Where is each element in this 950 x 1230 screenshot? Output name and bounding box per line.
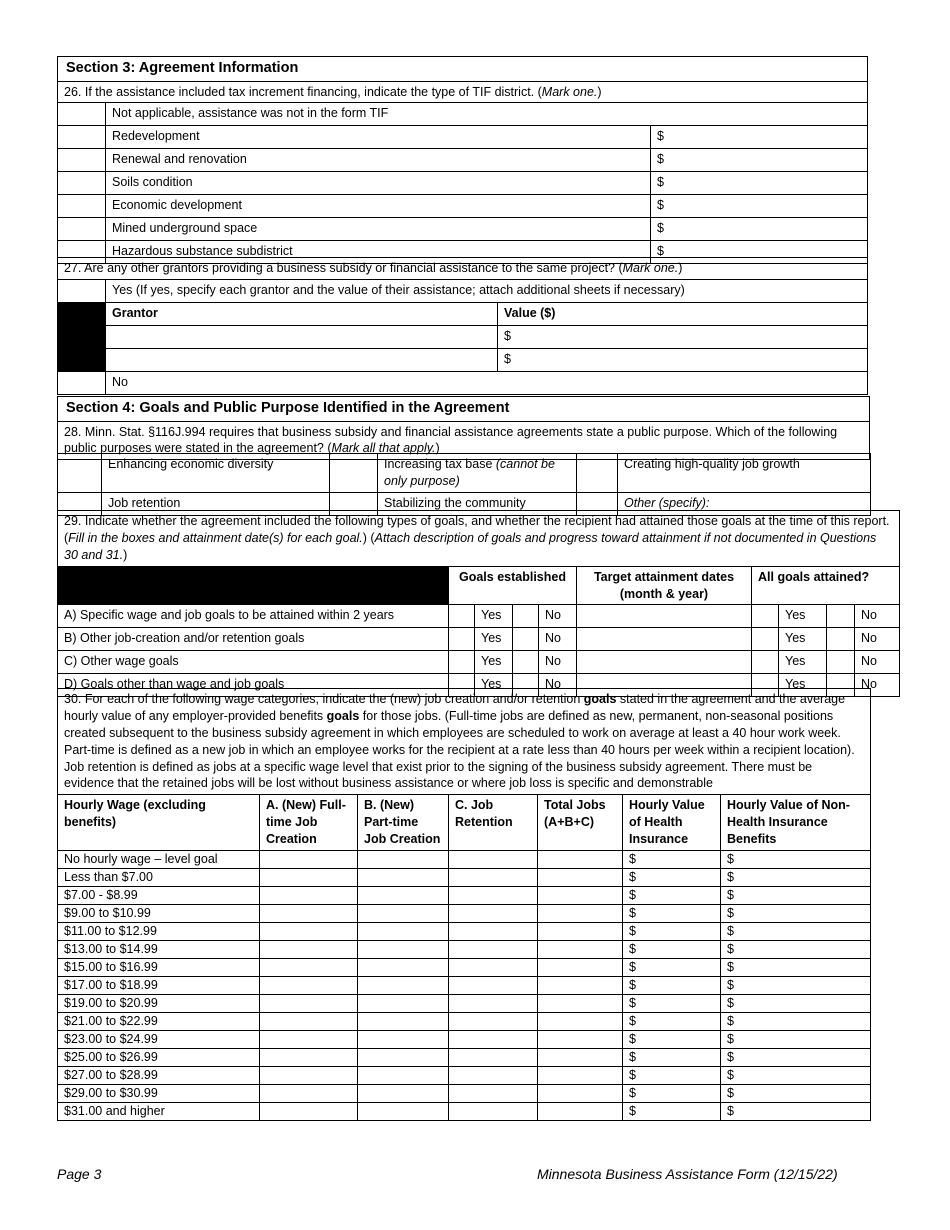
- q26-amount-field[interactable]: $: [651, 218, 868, 241]
- health-insurance-field[interactable]: $: [623, 886, 721, 904]
- attained-yes-checkbox[interactable]: [752, 651, 779, 674]
- parttime-field[interactable]: [358, 1102, 449, 1120]
- page-number: Page 3: [57, 1166, 102, 1182]
- goals-attained-header: All goals attained?: [752, 566, 900, 605]
- established-yes-checkbox[interactable]: [449, 628, 475, 651]
- non-health-benefits-field[interactable]: $: [721, 1048, 871, 1066]
- wage-row: [58, 958, 871, 976]
- yes-label: Yes: [475, 628, 513, 651]
- wage-label: No hourly wage – level goal: [58, 850, 260, 868]
- retention-field[interactable]: [449, 1066, 538, 1084]
- attained-no-checkbox[interactable]: [827, 628, 855, 651]
- attained-no-checkbox[interactable]: [827, 605, 855, 628]
- parttime-field[interactable]: [358, 1048, 449, 1066]
- goals-established-header: Goals established: [449, 566, 577, 605]
- q26-amount-field[interactable]: $: [651, 241, 868, 264]
- q28-checkbox-taxbase[interactable]: [330, 454, 378, 493]
- non-health-benefits-field[interactable]: $: [721, 958, 871, 976]
- total-jobs-field[interactable]: [538, 940, 623, 958]
- non-health-benefits-field[interactable]: $: [721, 1084, 871, 1102]
- wage-label: $15.00 to $16.99: [58, 958, 260, 976]
- value-field[interactable]: $: [498, 348, 868, 371]
- wage-row: [58, 994, 871, 1012]
- wage-label: Less than $7.00: [58, 868, 260, 886]
- parttime-field[interactable]: [358, 868, 449, 886]
- no-label: No: [855, 674, 900, 697]
- wage-row: [58, 1030, 871, 1048]
- q26-amount-field[interactable]: $: [651, 195, 868, 218]
- non-health-benefits-field[interactable]: $: [721, 1012, 871, 1030]
- q27-no-checkbox[interactable]: [58, 371, 106, 394]
- total-jobs-field[interactable]: [538, 1030, 623, 1048]
- total-jobs-field[interactable]: [538, 1048, 623, 1066]
- wage-row: [58, 1084, 871, 1102]
- parttime-field[interactable]: [358, 886, 449, 904]
- wage-label: $21.00 to $22.99: [58, 1012, 260, 1030]
- total-jobs-field[interactable]: [538, 958, 623, 976]
- fulltime-field[interactable]: [260, 886, 358, 904]
- wage-row: [58, 1012, 871, 1030]
- health-insurance-field[interactable]: $: [623, 1084, 721, 1102]
- total-jobs-field[interactable]: [538, 904, 623, 922]
- health-insurance-field[interactable]: $: [623, 1012, 721, 1030]
- parttime-field[interactable]: [358, 940, 449, 958]
- non-health-benefits-field[interactable]: $: [721, 850, 871, 868]
- q26-amount-field[interactable]: $: [651, 126, 868, 149]
- value-field[interactable]: $: [498, 325, 868, 348]
- goal-label: B) Other job-creation and/or retention goals: [58, 628, 449, 651]
- non-health-benefits-header: Hourly Value of Non-Health Insurance Benefits: [721, 795, 871, 851]
- retention-field[interactable]: [449, 1048, 538, 1066]
- section4-header-table: [57, 396, 870, 460]
- wage-row: [58, 976, 871, 994]
- wage-row: [58, 904, 871, 922]
- q28-purpose-label: Enhancing economic diversity: [102, 454, 330, 493]
- total-jobs-field[interactable]: [538, 868, 623, 886]
- q27-shaded-cell: [58, 302, 106, 371]
- wage-label: $27.00 to $28.99: [58, 1066, 260, 1084]
- non-health-benefits-field[interactable]: $: [721, 886, 871, 904]
- q27-table: [57, 257, 868, 395]
- health-insurance-field[interactable]: $: [623, 868, 721, 886]
- wage-row: [58, 886, 871, 904]
- health-insurance-header: Hourly Value of Health Insurance: [623, 795, 721, 851]
- yes-label: Yes: [779, 651, 827, 674]
- yes-label: Yes: [779, 628, 827, 651]
- established-yes-checkbox[interactable]: [449, 605, 475, 628]
- attained-yes-checkbox[interactable]: [752, 605, 779, 628]
- yes-label: Yes: [475, 674, 513, 697]
- target-date-field[interactable]: [577, 651, 752, 674]
- wage-label: $31.00 and higher: [58, 1102, 260, 1120]
- goal-label: A) Specific wage and job goals to be attained within 2 years: [58, 605, 449, 628]
- health-insurance-field[interactable]: $: [623, 1048, 721, 1066]
- health-insurance-field[interactable]: $: [623, 850, 721, 868]
- no-label: No: [539, 651, 577, 674]
- q27-no-label: No: [106, 371, 868, 394]
- retention-field[interactable]: [449, 976, 538, 994]
- wage-label: $23.00 to $24.99: [58, 1030, 260, 1048]
- wage-rows: [58, 850, 871, 1120]
- wage-row: [58, 868, 871, 886]
- no-label: No: [855, 651, 900, 674]
- form-title: Minnesota Business Assistance Form (12/15/22): [537, 1166, 838, 1182]
- q26-checkbox-mined[interactable]: [58, 218, 106, 241]
- fulltime-field[interactable]: [260, 1066, 358, 1084]
- wage-label: $17.00 to $18.99: [58, 976, 260, 994]
- total-jobs-field[interactable]: [538, 994, 623, 1012]
- total-jobs-field[interactable]: [538, 1102, 623, 1120]
- section3-table: [57, 56, 868, 264]
- parttime-field[interactable]: [358, 904, 449, 922]
- yes-label: Yes: [475, 605, 513, 628]
- parttime-field[interactable]: [358, 1030, 449, 1048]
- q29-shaded-header: [58, 566, 449, 605]
- fulltime-field[interactable]: [260, 868, 358, 886]
- retention-field[interactable]: [449, 958, 538, 976]
- wage-label: $19.00 to $20.99: [58, 994, 260, 1012]
- established-no-checkbox[interactable]: [513, 605, 539, 628]
- health-insurance-field[interactable]: $: [623, 904, 721, 922]
- q26-option-label: Soils condition: [106, 172, 651, 195]
- yes-label: Yes: [779, 674, 827, 697]
- health-insurance-field[interactable]: $: [623, 1030, 721, 1048]
- goal-label: C) Other wage goals: [58, 651, 449, 674]
- no-label: No: [539, 628, 577, 651]
- total-jobs-field[interactable]: [538, 1012, 623, 1030]
- q26-na-label: Not applicable, assistance was not in the form TIF: [106, 103, 868, 126]
- wage-row: [58, 850, 871, 868]
- grantor-field[interactable]: [106, 348, 498, 371]
- retention-field[interactable]: [449, 1012, 538, 1030]
- q26-amount-field[interactable]: $: [651, 149, 868, 172]
- q26-option-label: Hazardous substance subdistrict: [106, 241, 651, 264]
- attained-no-checkbox[interactable]: [827, 651, 855, 674]
- value-header: Value ($): [498, 302, 868, 325]
- parttime-field[interactable]: [358, 976, 449, 994]
- fulltime-field[interactable]: [260, 1102, 358, 1120]
- q26-option-label: Renewal and renovation: [106, 149, 651, 172]
- q29-table: [57, 510, 900, 697]
- fulltime-field[interactable]: [260, 994, 358, 1012]
- section4-title: Section 4: Goals and Public Purpose Identified in the Agreement: [58, 397, 870, 422]
- non-health-benefits-field[interactable]: $: [721, 1030, 871, 1048]
- retention-field[interactable]: [449, 1102, 538, 1120]
- no-label: No: [539, 674, 577, 697]
- q29-question: 29. Indicate whether the agreement included the following types of goals, and whether the recipient had attained those goals at the time of this report. (Fill in the boxes and attainment date(s) for each goal.) (Attach description of goals and progress toward attainment if not documented in Questions 30 and 31.): [58, 511, 900, 567]
- grantor-header: Grantor: [106, 302, 498, 325]
- fulltime-field[interactable]: [260, 1048, 358, 1066]
- wage-label: $29.00 to $30.99: [58, 1084, 260, 1102]
- parttime-field[interactable]: [358, 1066, 449, 1084]
- wage-label: $25.00 to $26.99: [58, 1048, 260, 1066]
- target-dates-header: Target attainment dates (month & year): [577, 566, 752, 605]
- wage-row: [58, 1102, 871, 1120]
- established-no-checkbox[interactable]: [513, 651, 539, 674]
- yes-label: Yes: [779, 605, 827, 628]
- fulltime-field[interactable]: [260, 850, 358, 868]
- health-insurance-field[interactable]: $: [623, 994, 721, 1012]
- retention-field[interactable]: [449, 850, 538, 868]
- retention-header: C. Job Retention: [449, 795, 538, 851]
- wage-row: [58, 1048, 871, 1066]
- retention-field[interactable]: [449, 886, 538, 904]
- wage-label: $11.00 to $12.99: [58, 922, 260, 940]
- q26-na-checkbox[interactable]: [58, 103, 106, 126]
- no-label: No: [855, 605, 900, 628]
- non-health-benefits-field[interactable]: $: [721, 994, 871, 1012]
- parttime-field[interactable]: [358, 922, 449, 940]
- fulltime-field[interactable]: [260, 1012, 358, 1030]
- target-date-field[interactable]: [577, 628, 752, 651]
- section3-title: Section 3: Agreement Information: [58, 57, 868, 82]
- q28-purpose-label: Job retention: [102, 492, 330, 515]
- non-health-benefits-field[interactable]: $: [721, 868, 871, 886]
- parttime-header: B. (New) Part-time Job Creation: [358, 795, 449, 851]
- q28-checkbox-jobgrowth[interactable]: [577, 454, 618, 493]
- fulltime-header: A. (New) Full-time Job Creation: [260, 795, 358, 851]
- health-insurance-field[interactable]: $: [623, 976, 721, 994]
- wage-row: [58, 1066, 871, 1084]
- parttime-field[interactable]: [358, 958, 449, 976]
- fulltime-field[interactable]: [260, 1030, 358, 1048]
- established-no-checkbox[interactable]: [513, 628, 539, 651]
- total-jobs-field[interactable]: [538, 922, 623, 940]
- retention-field[interactable]: [449, 868, 538, 886]
- total-jobs-header: Total Jobs (A+B+C): [538, 795, 623, 851]
- q27-yes-checkbox[interactable]: [58, 279, 106, 302]
- non-health-benefits-field[interactable]: $: [721, 1066, 871, 1084]
- q28-other-field[interactable]: Other (specify):: [618, 492, 871, 515]
- fulltime-field[interactable]: [260, 958, 358, 976]
- q26-checkbox-redevelopment[interactable]: [58, 126, 106, 149]
- q26-checkbox-economic[interactable]: [58, 195, 106, 218]
- q26-option-label: Redevelopment: [106, 126, 651, 149]
- health-insurance-field[interactable]: $: [623, 1066, 721, 1084]
- q27-question: 27. Are any other grantors providing a business subsidy or financial assistance to the same project? (Mark one.): [58, 258, 868, 280]
- fulltime-field[interactable]: [260, 904, 358, 922]
- q28-purpose-label: Creating high-quality job growth: [618, 454, 871, 493]
- total-jobs-field[interactable]: [538, 850, 623, 868]
- q26-checkbox-soils[interactable]: [58, 172, 106, 195]
- q26-question: 26. If the assistance included tax increment financing, indicate the type of TIF district. (Mark one.): [58, 81, 868, 103]
- fulltime-field[interactable]: [260, 1084, 358, 1102]
- non-health-benefits-field[interactable]: $: [721, 1102, 871, 1120]
- total-jobs-field[interactable]: [538, 886, 623, 904]
- parttime-field[interactable]: [358, 1012, 449, 1030]
- q26-option-label: Economic development: [106, 195, 651, 218]
- wage-row: [58, 940, 871, 958]
- fulltime-field[interactable]: [260, 940, 358, 958]
- q26-amount-field[interactable]: $: [651, 172, 868, 195]
- yes-label: Yes: [475, 651, 513, 674]
- non-health-benefits-field[interactable]: $: [721, 922, 871, 940]
- health-insurance-field[interactable]: $: [623, 1102, 721, 1120]
- parttime-field[interactable]: [358, 850, 449, 868]
- q28-purpose-label: Stabilizing the community: [378, 492, 577, 515]
- q30-table: [57, 688, 871, 1121]
- parttime-field[interactable]: [358, 994, 449, 1012]
- health-insurance-field[interactable]: $: [623, 958, 721, 976]
- non-health-benefits-field[interactable]: $: [721, 940, 871, 958]
- total-jobs-field[interactable]: [538, 1066, 623, 1084]
- q27-yes-label: Yes (If yes, specify each grantor and the value of their assistance; attach additional sheets if necessary): [106, 279, 868, 302]
- parttime-field[interactable]: [358, 1084, 449, 1102]
- wage-label: $7.00 - $8.99: [58, 886, 260, 904]
- retention-field[interactable]: [449, 994, 538, 1012]
- wage-header: Hourly Wage (excluding benefits): [58, 795, 260, 851]
- total-jobs-field[interactable]: [538, 1084, 623, 1102]
- non-health-benefits-field[interactable]: $: [721, 904, 871, 922]
- non-health-benefits-field[interactable]: $: [721, 976, 871, 994]
- q28-purpose-label: Increasing tax base (cannot be only purpose): [378, 454, 577, 493]
- fulltime-field[interactable]: [260, 922, 358, 940]
- q28-question: 28. Minn. Stat. §116J.994 requires that business subsidy and financial assistance agreements state a public purpose. Which of the following public purposes were stated in the agreement? (Mark all that apply.): [58, 421, 870, 460]
- q26-checkbox-renewal[interactable]: [58, 149, 106, 172]
- no-label: No: [539, 605, 577, 628]
- q26-option-label: Mined underground space: [106, 218, 651, 241]
- retention-field[interactable]: [449, 1084, 538, 1102]
- health-insurance-field[interactable]: $: [623, 940, 721, 958]
- retention-field[interactable]: [449, 1030, 538, 1048]
- wage-label: $13.00 to $14.99: [58, 940, 260, 958]
- retention-field[interactable]: [449, 922, 538, 940]
- grantor-field[interactable]: [106, 325, 498, 348]
- health-insurance-field[interactable]: $: [623, 922, 721, 940]
- fulltime-field[interactable]: [260, 976, 358, 994]
- retention-field[interactable]: [449, 904, 538, 922]
- q28-checkbox-diversity[interactable]: [58, 454, 102, 493]
- q30-question: 30. For each of the following wage categories, indicate the (new) job creation and/or retention goals stated in the agreement and the average hourly value of any employer-provided benefits goals for those jobs. (Full-time jobs are defined as new, permanent, non-seasonal positions created subsequent to the business subsidy agreement in which employees are scheduled to work on average at least a 40 hour work week. Part-time is defined as a new job in which an employee works for the recipient at a rate less than 40 hours per week within a recipient location). Job retention is defined as jobs at a specific wage level that exist prior to the signing of the business subsidy agreement. There must be evidence that the retained jobs will be lost without business assistance or where job loss is specific and demonstrable: [58, 689, 871, 795]
- wage-label: $9.00 to $10.99: [58, 904, 260, 922]
- retention-field[interactable]: [449, 940, 538, 958]
- established-yes-checkbox[interactable]: [449, 651, 475, 674]
- q28-purposes-table: [57, 453, 871, 516]
- attained-yes-checkbox[interactable]: [752, 628, 779, 651]
- total-jobs-field[interactable]: [538, 976, 623, 994]
- goal-label: D) Goals other than wage and job goals: [58, 674, 449, 697]
- no-label: No: [855, 628, 900, 651]
- wage-row: [58, 922, 871, 940]
- target-date-field[interactable]: [577, 605, 752, 628]
